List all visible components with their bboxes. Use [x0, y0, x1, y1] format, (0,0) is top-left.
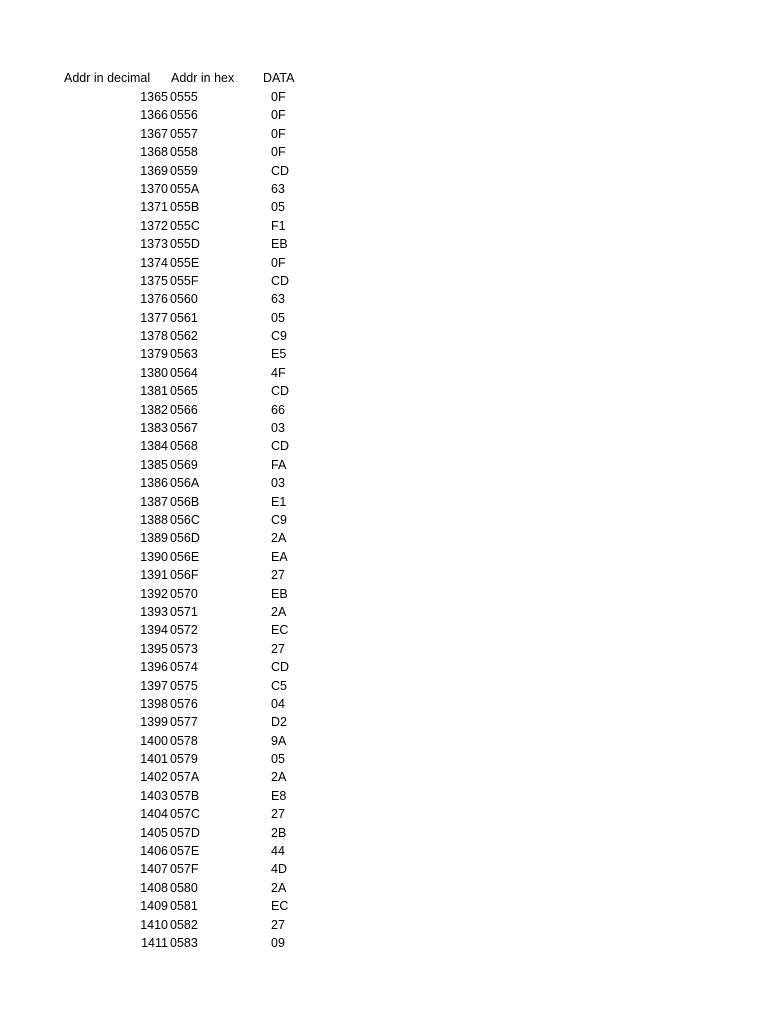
table-row: [0, 640, 768, 658]
cell-addr-decimal: 1372: [140, 218, 168, 233]
table-row: [0, 474, 768, 492]
cell-addr-hex: 0559: [170, 163, 198, 178]
cell-addr-decimal: 1401: [140, 752, 168, 767]
cell-data: 2A: [271, 531, 287, 546]
table-row: [0, 180, 768, 198]
cell-addr-hex: 056B: [170, 494, 200, 509]
cell-addr-decimal: 1382: [140, 402, 168, 417]
cell-data: 05: [271, 752, 285, 767]
table-row: [0, 934, 768, 952]
cell-data: 0F: [271, 255, 286, 270]
table-row: [0, 125, 768, 143]
cell-addr-decimal: 1407: [140, 862, 168, 877]
cell-addr-decimal: 1394: [140, 623, 168, 638]
cell-addr-decimal: 1391: [140, 568, 168, 583]
table-row: [0, 345, 768, 363]
cell-addr-hex: 055D: [170, 237, 200, 252]
cell-addr-decimal: 1386: [140, 476, 168, 491]
cell-addr-hex: 0564: [170, 365, 198, 380]
cell-data: E1: [271, 494, 287, 509]
cell-addr-decimal: 1365: [140, 90, 168, 104]
table-row: [0, 456, 768, 474]
cell-addr-decimal: 1398: [140, 696, 168, 711]
cell-addr-hex: 0567: [170, 421, 198, 436]
cell-addr-hex: 0555: [170, 90, 198, 104]
cell-addr-hex: 0561: [170, 310, 198, 325]
cell-data: 2A: [271, 770, 287, 785]
cell-addr-decimal: 1385: [140, 457, 168, 472]
header-addr-hex: Addr in hex: [171, 71, 235, 85]
cell-addr-decimal: 1371: [140, 200, 168, 215]
cell-addr-hex: 0577: [170, 715, 198, 730]
cell-data: 27: [271, 807, 285, 822]
cell-addr-hex: 0574: [170, 660, 198, 675]
table-row: [0, 621, 768, 639]
table-row: [0, 88, 768, 106]
table-header: [0, 69, 768, 87]
table-body: [0, 88, 768, 952]
cell-addr-hex: 0579: [170, 752, 198, 767]
cell-addr-hex: 057F: [170, 862, 199, 877]
table-row: [0, 695, 768, 713]
cell-addr-hex: 0563: [170, 347, 198, 362]
cell-addr-decimal: 1370: [140, 181, 168, 196]
cell-addr-decimal: 1367: [140, 126, 168, 141]
table-row: [0, 143, 768, 161]
table-row: [0, 603, 768, 621]
table-row: [0, 198, 768, 216]
table-row: [0, 916, 768, 934]
cell-addr-hex: 056A: [170, 476, 200, 491]
cell-addr-decimal: 1400: [140, 733, 168, 748]
cell-addr-hex: 0583: [170, 935, 198, 950]
cell-data: CD: [271, 439, 290, 454]
cell-addr-decimal: 1389: [140, 531, 168, 546]
cell-addr-hex: 057B: [170, 788, 200, 803]
cell-data: F1: [271, 218, 286, 233]
cell-addr-hex: 0557: [170, 126, 198, 141]
cell-data: 27: [271, 917, 285, 932]
cell-addr-hex: 0562: [170, 329, 198, 344]
cell-addr-decimal: 1374: [140, 255, 168, 270]
cell-data: EA: [271, 549, 288, 564]
cell-data: 05: [271, 200, 285, 215]
table-row: [0, 272, 768, 290]
cell-data: 09: [271, 935, 285, 950]
cell-data: CD: [271, 384, 290, 399]
cell-addr-hex: 0566: [170, 402, 198, 417]
cell-data: C5: [271, 678, 287, 693]
cell-addr-decimal: 1390: [140, 549, 168, 564]
table-row: [0, 768, 768, 786]
table-row: [0, 897, 768, 915]
cell-data: 27: [271, 568, 285, 583]
cell-addr-hex: 056E: [170, 549, 200, 564]
table-row: [0, 419, 768, 437]
table-row: [0, 437, 768, 455]
cell-data: 04: [271, 696, 285, 711]
table-row: [0, 750, 768, 768]
cell-addr-decimal: 1393: [140, 604, 168, 619]
table-row: [0, 401, 768, 419]
cell-addr-decimal: 1376: [140, 292, 168, 307]
cell-addr-hex: 0565: [170, 384, 198, 399]
cell-addr-decimal: 1399: [140, 715, 168, 730]
cell-data: 2A: [271, 604, 287, 619]
table-row: [0, 309, 768, 327]
cell-addr-decimal: 1379: [140, 347, 168, 362]
cell-addr-hex: 0570: [170, 586, 198, 601]
cell-data: 0F: [271, 108, 286, 123]
cell-data: 2B: [271, 825, 287, 840]
cell-addr-decimal: 1397: [140, 678, 168, 693]
cell-addr-decimal: 1373: [140, 237, 168, 252]
cell-data: 63: [271, 292, 285, 307]
cell-data: E8: [271, 788, 287, 803]
cell-data: E5: [271, 347, 287, 362]
cell-data: 05: [271, 310, 285, 325]
table-row: [0, 842, 768, 860]
cell-data: 44: [271, 844, 285, 859]
cell-addr-hex: 057C: [170, 807, 200, 822]
table-row: [0, 658, 768, 676]
cell-addr-decimal: 1392: [140, 586, 168, 601]
cell-addr-hex: 0580: [170, 880, 198, 895]
cell-data: 03: [271, 421, 285, 436]
cell-data: 2A: [271, 880, 287, 895]
cell-addr-decimal: 1403: [140, 788, 168, 803]
table-row: [0, 382, 768, 400]
cell-data: 0F: [271, 90, 286, 104]
cell-addr-hex: 057D: [170, 825, 200, 840]
table-row: [0, 106, 768, 124]
cell-data: 27: [271, 641, 285, 656]
cell-addr-hex: 055E: [170, 255, 200, 270]
table-row: [0, 254, 768, 272]
cell-data: FA: [271, 457, 287, 472]
cell-addr-hex: 0569: [170, 457, 198, 472]
table-row: [0, 805, 768, 823]
cell-data: 4F: [271, 365, 286, 380]
cell-addr-decimal: 1409: [140, 899, 168, 914]
cell-addr-hex: 0582: [170, 917, 198, 932]
cell-addr-decimal: 1378: [140, 329, 168, 344]
cell-data: CD: [271, 660, 290, 675]
cell-addr-decimal: 1410: [140, 917, 168, 932]
table-row: [0, 787, 768, 805]
table-row: [0, 548, 768, 566]
cell-addr-hex: 0571: [170, 604, 198, 619]
cell-data: EB: [271, 237, 288, 252]
cell-addr-decimal: 1375: [140, 273, 168, 288]
cell-addr-hex: 056D: [170, 531, 200, 546]
cell-data: CD: [271, 163, 290, 178]
cell-addr-hex: 0556: [170, 108, 198, 123]
cell-data: D2: [271, 715, 287, 730]
table-row: [0, 860, 768, 878]
cell-addr-decimal: 1381: [140, 384, 168, 399]
table-row: [0, 677, 768, 695]
table-row: [0, 364, 768, 382]
cell-addr-hex: 0573: [170, 641, 198, 656]
cell-addr-hex: 0558: [170, 145, 198, 160]
cell-addr-hex: 055C: [170, 218, 200, 233]
table-row: [0, 713, 768, 731]
cell-addr-hex: 056F: [170, 568, 199, 583]
table-row: [0, 235, 768, 253]
cell-addr-decimal: 1396: [140, 660, 168, 675]
table-row: [0, 511, 768, 529]
table-row: [0, 493, 768, 511]
cell-data: 63: [271, 181, 285, 196]
cell-addr-decimal: 1405: [140, 825, 168, 840]
cell-addr-decimal: 1377: [140, 310, 168, 325]
cell-addr-decimal: 1395: [140, 641, 168, 656]
cell-addr-hex: 055F: [170, 273, 199, 288]
cell-addr-hex: 056C: [170, 512, 200, 527]
cell-data: CD: [271, 273, 290, 288]
cell-data: EC: [271, 899, 289, 914]
table-row: [0, 824, 768, 842]
cell-addr-decimal: 1406: [140, 844, 168, 859]
cell-addr-hex: 0576: [170, 696, 198, 711]
cell-data: C9: [271, 329, 287, 344]
cell-addr-hex: 0581: [170, 899, 198, 914]
cell-data: 0F: [271, 145, 286, 160]
header-addr-decimal: Addr in decimal: [64, 71, 151, 85]
cell-addr-decimal: 1388: [140, 512, 168, 527]
cell-addr-decimal: 1411: [141, 935, 168, 950]
cell-addr-decimal: 1368: [140, 145, 168, 160]
cell-addr-decimal: 1369: [140, 163, 168, 178]
cell-data: 03: [271, 476, 285, 491]
cell-data: C9: [271, 512, 287, 527]
cell-addr-hex: 0572: [170, 623, 198, 638]
table-row: [0, 566, 768, 584]
cell-addr-hex: 0575: [170, 678, 198, 693]
cell-addr-hex: 0568: [170, 439, 198, 454]
cell-data: 66: [271, 402, 285, 417]
cell-data: EC: [271, 623, 289, 638]
cell-addr-hex: 055A: [170, 181, 200, 196]
table-row: [0, 732, 768, 750]
cell-addr-hex: 055B: [170, 200, 200, 215]
table-row: [0, 529, 768, 547]
cell-addr-decimal: 1384: [140, 439, 168, 454]
header-data: DATA: [263, 71, 295, 85]
table-row: [0, 162, 768, 180]
cell-addr-decimal: 1380: [140, 365, 168, 380]
cell-data: EB: [271, 586, 288, 601]
cell-addr-hex: 057A: [170, 770, 200, 785]
cell-addr-decimal: 1387: [140, 494, 168, 509]
cell-addr-decimal: 1366: [140, 108, 168, 123]
cell-addr-decimal: 1404: [140, 807, 168, 822]
table-row: [0, 327, 768, 345]
cell-addr-hex: 0560: [170, 292, 198, 307]
cell-addr-hex: 057E: [170, 844, 200, 859]
cell-data: 4D: [271, 862, 287, 877]
cell-data: 9A: [271, 733, 287, 748]
table-row: [0, 217, 768, 235]
cell-addr-decimal: 1402: [140, 770, 168, 785]
cell-addr-hex: 0578: [170, 733, 198, 748]
cell-addr-decimal: 1383: [140, 421, 168, 436]
table-row: [0, 585, 768, 603]
cell-addr-decimal: 1408: [140, 880, 168, 895]
table-row: [0, 879, 768, 897]
table-row: [0, 290, 768, 308]
cell-data: 0F: [271, 126, 286, 141]
